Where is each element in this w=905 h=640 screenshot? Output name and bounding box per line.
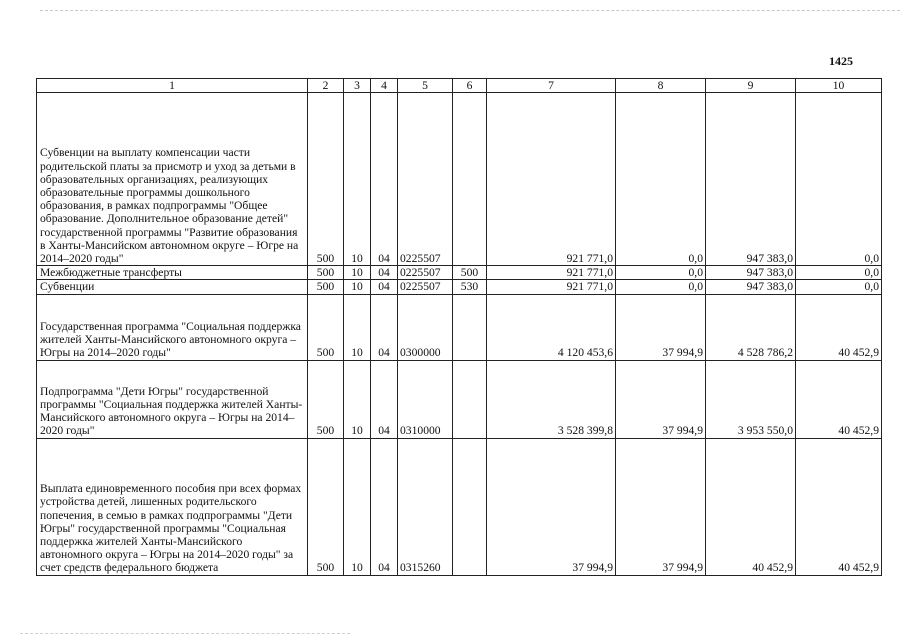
column-header: 7	[487, 79, 616, 93]
cell-col-4: 04	[371, 438, 398, 575]
cell-col-2: 500	[308, 294, 344, 360]
cell-col-5: 0225507	[398, 280, 453, 294]
column-header: 2	[308, 79, 344, 93]
cell-col-5: 0315260	[398, 438, 453, 575]
cell-col-10: 0,0	[796, 266, 882, 280]
cell-col-7: 4 120 453,6	[487, 294, 616, 360]
cell-col-6: 530	[453, 280, 487, 294]
table-row	[37, 280, 882, 294]
row-name: Субвенции на выплату компенсации части родительской платы за присмотр и уход за детьми в образовательных организациях, реализующих образовательные программы дошкольного образования, в рамках подпрограммы "Общее образование. Дополнительное образование детей" государственной программы "Развитие образования в Ханты-Мансийском автономном округе – Югре на 2014–2020 годы"	[37, 93, 308, 266]
row-name: Межбюджетные трансферты	[37, 266, 308, 280]
cell-col-6: 500	[453, 266, 487, 280]
cell-col-4: 04	[371, 294, 398, 360]
cell-col-5: 0225507	[398, 93, 453, 266]
scan-edge-bottom	[20, 633, 350, 634]
table-header-row	[37, 79, 882, 93]
cell-col-4: 04	[371, 266, 398, 280]
row-name: Государственная программа "Социальная поддержка жителей Ханты-Мансийского автономного округа – Югры на 2014–2020 годы"	[37, 294, 308, 360]
cell-col-5: 0225507	[398, 266, 453, 280]
cell-col-9: 3 953 550,0	[706, 360, 796, 438]
column-header: 4	[371, 79, 398, 93]
cell-col-3: 10	[344, 93, 371, 266]
cell-col-10: 40 452,9	[796, 438, 882, 575]
table-row	[37, 438, 882, 575]
cell-col-2: 500	[308, 360, 344, 438]
column-header: 9	[706, 79, 796, 93]
cell-col-7: 921 771,0	[487, 280, 616, 294]
cell-col-4: 04	[371, 360, 398, 438]
cell-col-7: 921 771,0	[487, 93, 616, 266]
cell-col-3: 10	[344, 266, 371, 280]
cell-col-2: 500	[308, 266, 344, 280]
cell-col-2: 500	[308, 280, 344, 294]
table-row	[37, 360, 882, 438]
cell-col-8: 37 994,9	[616, 360, 706, 438]
cell-col-9: 947 383,0	[706, 93, 796, 266]
cell-col-5: 0300000	[398, 294, 453, 360]
column-header: 1	[37, 79, 308, 93]
cell-col-3: 10	[344, 280, 371, 294]
cell-col-8: 37 994,9	[616, 438, 706, 575]
table-row	[37, 294, 882, 360]
scan-edge-top	[40, 10, 900, 11]
cell-col-3: 10	[344, 294, 371, 360]
cell-col-9: 40 452,9	[706, 438, 796, 575]
cell-col-8: 0,0	[616, 266, 706, 280]
row-name: Подпрограмма "Дети Югры" государственной программы "Социальная поддержка жителей Ханты-Мансийского автономного округа – Югры на 2014–2020 годы"	[37, 360, 308, 438]
column-header: 10	[796, 79, 882, 93]
cell-col-2: 500	[308, 93, 344, 266]
cell-col-7: 37 994,9	[487, 438, 616, 575]
cell-col-3: 10	[344, 360, 371, 438]
cell-col-8: 37 994,9	[616, 294, 706, 360]
column-header: 5	[398, 79, 453, 93]
budget-table	[36, 78, 882, 576]
cell-col-9: 947 383,0	[706, 266, 796, 280]
row-name: Выплата единовременного пособия при всех формах устройства детей, лишенных родительского попечения, в семью в рамках подпрограммы "Дети Югры" государственной программы "Социальная поддержка жителей Ханты-Мансийского автономного округа – Югры на 2014–2020 годы" за счет средств федерального бюджета	[37, 438, 308, 575]
table-row	[37, 93, 882, 266]
cell-col-10: 0,0	[796, 280, 882, 294]
column-header: 6	[453, 79, 487, 93]
cell-col-6	[453, 294, 487, 360]
cell-col-6	[453, 360, 487, 438]
cell-col-10: 40 452,9	[796, 360, 882, 438]
cell-col-7: 921 771,0	[487, 266, 616, 280]
row-name: Субвенции	[37, 280, 308, 294]
cell-col-3: 10	[344, 438, 371, 575]
cell-col-4: 04	[371, 93, 398, 266]
cell-col-6	[453, 93, 487, 266]
cell-col-8: 0,0	[616, 93, 706, 266]
column-header: 3	[344, 79, 371, 93]
cell-col-10: 40 452,9	[796, 294, 882, 360]
cell-col-9: 947 383,0	[706, 280, 796, 294]
cell-col-7: 3 528 399,8	[487, 360, 616, 438]
cell-col-5: 0310000	[398, 360, 453, 438]
page-number: 1425	[829, 54, 853, 68]
cell-col-2: 500	[308, 438, 344, 575]
cell-col-10: 0,0	[796, 93, 882, 266]
column-header: 8	[616, 79, 706, 93]
cell-col-6	[453, 438, 487, 575]
table-row	[37, 266, 882, 280]
cell-col-4: 04	[371, 280, 398, 294]
cell-col-8: 0,0	[616, 280, 706, 294]
cell-col-9: 4 528 786,2	[706, 294, 796, 360]
